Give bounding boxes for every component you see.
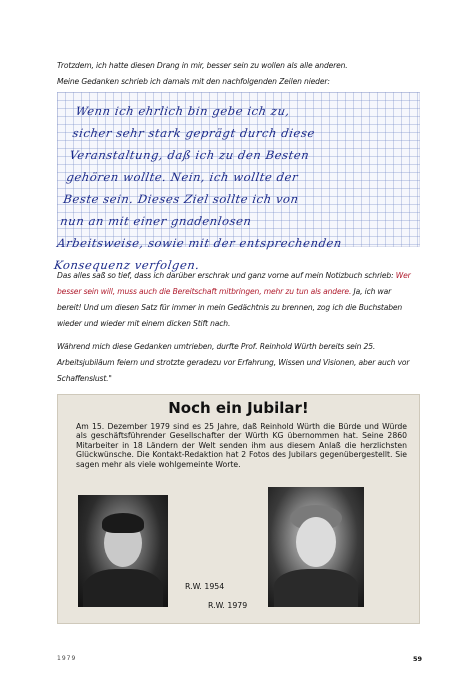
handwritten-line: Konsequenz verfolgen. [53,258,201,272]
handwritten-line: Arbeitsweise, sowie mit der entsprechenden [56,236,344,250]
photo-figure-hair [102,513,144,533]
paragraph-notebook-end: Ja, ich war bereit! Und um diesen Satz für immer in mein Gedächtnis zu brennen, zog ich die Buchstaben wieder und wieder mit einem dicken Stift nach. [57,287,403,328]
paragraph-notebook [57,268,417,332]
handwritten-line: sicher sehr stark geprägt durch diese [71,126,316,140]
handwritten-line: nun an mit einer gnadenlosen [59,214,253,228]
caption-1954: R.W. 1954 [185,582,225,591]
caption-1979: R.W. 1979 [208,601,248,610]
photo-figure-body [83,569,163,607]
photo-figure-body [274,569,358,607]
page-number: 59 [412,655,422,663]
clipping-body: Am 15. Dezember 1979 sind es 25 Jahre, daß Reinhold Würth die Bürde und Würde als geschäftsführender Gesellschafter der Würth KG übernommen hat. Seine 2860 Mitarbeiter in 18 Ländern der Welt senden ihm aus diesem Anlaß die herzlichsten Glückwünsche. Die Kontakt-Redaktion hat 2 Fotos des Jubilars gegenübergestellt. Sie sagen mehr als viele wohlgemeinte Worte. [76,422,407,469]
paragraph-jubilee [57,339,417,387]
photo-1954 [78,495,168,607]
photo-1979 [268,487,364,607]
highlighted-quote: Wer besser sein will, muss auch die Bereitschaft mitbringen, mehr zu tun als andere. [57,271,411,296]
clipping-title: Noch ein Jubilar! [168,399,309,417]
intro-line-1: Trotzdem, ich hatte diesen Drang in mir, besser sein zu wollen als alle anderen. [57,61,348,70]
intro-text [57,58,417,90]
handwritten-note [53,100,428,276]
handwritten-line: Beste sein. Dieses Ziel sollte ich von [62,192,300,206]
paragraph-notebook-start: Das alles saß so tief, dass ich darüber erschrak und ganz vorne auf mein Notizbuch schrieb: [57,271,396,280]
handwritten-line: gehören wollte. Nein, ich wollte der [65,170,300,184]
paragraph-jubilee-text: Während mich diese Gedanken umtrieben, durfte Prof. Reinhold Würth bereits sein 25. Arbeitsjubiläum feiern und strotzte geradezu vor Erfahrung, Wissen und Visionen, aber auch vor Schaffenslust." [57,342,410,383]
handwritten-line: Wenn ich ehrlich bin gebe ich zu, [74,104,291,118]
photo-figure-face [296,517,336,567]
intro-line-2: Meine Gedanken schrieb ich damals mit den nachfolgenden Zeilen nieder: [57,77,330,86]
handwritten-line: Veranstaltung, daß ich zu den Besten [68,148,311,162]
footer-section-label: 1979 [57,655,77,662]
notebook-page-image [53,92,420,272]
newspaper-clipping [57,394,420,624]
